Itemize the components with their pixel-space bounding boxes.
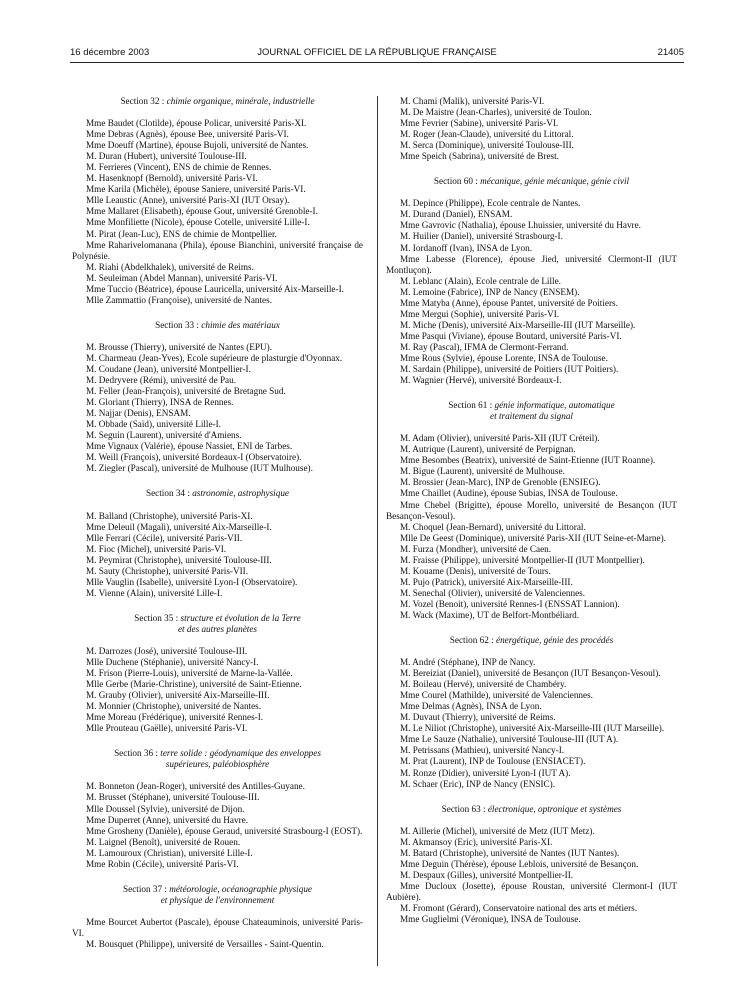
appointee-entry: Mme Delmas (Agnès), INSA de Lyon.: [400, 701, 542, 712]
appointee-entry: M. Brusset (Stéphane), université Toulouse-III.: [86, 792, 260, 803]
page-header: [70, 47, 684, 61]
appointee-entry: M. Charmeau (Jean-Yves), Ecole supérieure de plasturgie d'Oyonnax.: [86, 352, 343, 363]
appointee-entry: M. Weill (François), université Bordeaux-I (Observatoire).: [86, 452, 302, 463]
appointee-entry: Mme Grosheny (Danièle), épouse Geraud, université Strasbourg-I (EOST).: [86, 825, 363, 836]
appointee-entry: Mme Ducloux (Josette), épouse Roustan, université Clermont-I (IUT Aubière).: [386, 880, 677, 902]
appointee-entry: Mme Karila (Michèle), épouse Saniere, université Paris-VI.: [86, 184, 306, 195]
appointee-entry: M. Batard (Christophe), université de Nantes (IUT Nantes).: [400, 847, 620, 858]
section-number: Section 36 :: [114, 748, 158, 759]
appointee-entry: M. Najjar (Denis), ENSAM.: [86, 408, 191, 419]
header-rule: [70, 62, 684, 63]
appointee-entry: Mme Courel (Mathilde), université de Valenciennes.: [400, 690, 593, 701]
column-divider: [377, 96, 378, 966]
section-title: structure et évolution de la Terre: [180, 612, 301, 623]
header-date: 16 décembre 2003: [70, 47, 150, 58]
section-heading: [386, 635, 677, 646]
appointee-entry: M. Vienne (Alain), université Lille-I.: [86, 587, 223, 598]
appointee-entry: M. Gloriant (Thierry), INSA de Rennes.: [86, 397, 234, 408]
appointee-entry: M. Wagnier (Hervé), université Bordeaux-I.: [400, 375, 562, 386]
section-title: mécanique, génie mécanique, génie civil: [480, 176, 630, 187]
appointee-entry: M. Monnier (Christophe), université de Nantes.: [86, 701, 262, 712]
appointee-entry: M. De Maistre (Jean-Charles), université de Toulon.: [400, 107, 592, 118]
appointee-entry: M. Serca (Dominique), université Toulouse-III.: [400, 140, 574, 151]
appointee-entry: Mme Mergui (Sophie), université Paris-VI.: [400, 308, 560, 319]
appointee-entry: Mme Moreau (Frédérique), université Rennes-I.: [86, 712, 264, 723]
section-title-line2: supérieures, paléobiosphère: [165, 759, 270, 770]
appointee-entry: M. Fioc (Michel), université Paris-VI.: [86, 543, 227, 554]
appointee-entry: Mme Guglielmi (Véronique), INSA de Toulouse.: [400, 914, 581, 925]
appointee-entry: Mme Chebel (Brigitte), épouse Morello, université de Besançon (IUT Besançon-Vesoul).: [386, 499, 677, 521]
section-heading: [72, 96, 363, 107]
appointee-entry: M. Boileau (Hervé), université de Chambéry.: [400, 679, 567, 690]
section-number: Section 60 :: [433, 176, 478, 187]
appointee-entry: Mlle Duchene (Stéphanie), université Nancy-I.: [86, 657, 259, 668]
appointee-entry: Mme Besombes (Beatrix), université de Saint-Etienne (IUT Roanne).: [400, 455, 656, 466]
appointee-entry: M. Grauby (Olivier), université Aix-Marseille-III.: [86, 690, 270, 701]
section-heading: [386, 176, 677, 187]
appointee-entry: M. Chami (Malik), université Paris-VI.: [400, 96, 545, 106]
section-title-line2: et physique de l'environnement: [160, 894, 275, 905]
appointee-entry: M. Le Niliot (Christophe), université Aix-Marseille-III (IUT Marseille).: [400, 723, 665, 734]
section-heading: [72, 884, 363, 906]
appointee-entry: Mme Fevrier (Sabine), université Paris-VI.: [400, 118, 559, 129]
appointee-entry: Mme Mallaret (Elisabeth), épouse Gout, université Grenoble-I.: [86, 206, 318, 217]
appointee-entry: M. Bousquet (Philippe), université de Versailles - Saint-Quentin.: [86, 939, 324, 949]
appointee-entry: M. Roger (Jean-Claude), université du Littoral.: [400, 129, 574, 140]
appointee-entry: M. Feller (Jean-François), université de Bretagne Sud.: [86, 386, 286, 397]
appointee-entry: M. Durand (Daniel), ENSAM.: [400, 209, 513, 220]
appointee-entry: M. Kouame (Denis), université de Tours.: [400, 565, 551, 576]
appointee-entry: M. Dedryvere (Rémi), université de Pau.: [86, 375, 237, 386]
appointee-entry: Mlle De Geest (Dominique), université Paris-XII (IUT Seine-et-Marne).: [400, 532, 666, 543]
appointee-entry: Mme Rous (Sylvie), épouse Lorente, INSA de Toulouse.: [400, 352, 608, 363]
right-column: [386, 96, 677, 925]
section-title: énergétique, génie des procédés: [496, 635, 614, 646]
appointee-entry: M. Pujo (Patrick), université Aix-Marseille-III.: [400, 576, 573, 587]
header-title: JOURNAL OFFICIEL DE LA RÉPUBLIQUE FRANÇAISE: [257, 47, 497, 58]
appointee-entry: M. Laignel (Benoît), université de Rouen.: [86, 836, 241, 847]
section-number: Section 37 :: [123, 883, 167, 894]
appointee-entry: M. Coudane (Jean), université Montpellier-I.: [86, 363, 251, 374]
appointee-entry: M. Senechal (Olivier), université de Valenciennes.: [400, 587, 586, 598]
appointee-entry: M. Huilier (Daniel), université Strasbourg-I.: [400, 231, 563, 242]
section-heading: [72, 613, 363, 635]
appointee-entry: Mme Debras (Agnès), épouse Bee, université Paris-VI.: [86, 129, 289, 140]
section-title: terre solide : géodynamique des enveloppes: [160, 748, 321, 759]
appointee-entry: M. Wack (Maxime), UT de Belfort-Montbéliard.: [400, 609, 580, 620]
appointee-entry: M. Ronze (Didier), université Lyon-I (IUT A).: [400, 767, 571, 778]
appointee-entry: Mlle Vauglin (Isabelle), université Lyon-I (Observatoire).: [86, 576, 298, 587]
left-column: [72, 96, 363, 950]
appointee-entry: M. Petrissans (Mathieu), université Nancy-I.: [400, 745, 565, 756]
appointee-entry: M. Aillerie (Michel), université de Metz (IUT Metz).: [400, 825, 595, 836]
appointee-entry: M. Ziegler (Pascal), université de Mulhouse (IUT Mulhouse).: [86, 463, 313, 474]
appointee-entry: M. Bigue (Laurent), université de Mulhouse.: [400, 466, 565, 477]
appointee-entry: M. Lemoine (Fabrice), INP de Nancy (ENSEM).: [400, 286, 580, 297]
appointee-entry: M. Autrique (Laurent), université de Perpignan.: [400, 444, 576, 455]
appointee-entry: Mlle Zammattio (Françoise), université de Nantes.: [86, 294, 272, 305]
appointee-entry: M. Depince (Philippe), Ecole centrale de Nantes.: [400, 198, 581, 209]
appointee-entry: Mlle Leaustic (Anne), université Paris-XI (IUT Orsay).: [86, 195, 290, 206]
appointee-entry: Mme Doeuff (Martine), épouse Bujoli, université de Nantes.: [86, 140, 309, 151]
appointee-entry: Mme Gavrovic (Nathalia), épouse Lhuissier, université du Havre.: [400, 220, 641, 231]
appointee-entry: Mme Baudet (Clotilde), épouse Policar, université Paris-XI.: [86, 118, 307, 129]
appointee-entry: Mme Le Sauze (Nathalie), université Toulouse-III (IUT A).: [400, 734, 619, 745]
section-heading: [72, 488, 363, 499]
appointee-entry: M. Hasenknopf (Bernold), université Paris-VI.: [86, 173, 258, 184]
appointee-entry: Mme Tuccio (Béatrice), épouse Lauricella, université Aix-Marseille-I.: [86, 283, 344, 294]
appointee-entry: Mme Vignaux (Valérie), épouse Nassiet, ENI de Tarbes.: [86, 441, 293, 452]
appointee-entry: Mlle Ferrari (Cécile), université Paris-VII.: [86, 532, 243, 543]
appointee-entry: M. André (Stéphane), INP de Nancy.: [400, 657, 536, 668]
section-number: Section 33 :: [155, 319, 199, 330]
section-number: Section 61 :: [448, 400, 493, 411]
section-title-line2: et des autres planètes: [177, 623, 257, 634]
appointee-entry: M. Schaer (Eric), INP de Nancy (ENSIC).: [400, 778, 556, 789]
appointee-entry: M. Seguin (Laurent), université d'Amiens.: [86, 430, 242, 441]
appointee-entry: M. Adam (Olivier), université Paris-XII (IUT Créteil).: [400, 433, 600, 444]
appointee-entry: M. Fraisse (Philippe), université Montpellier-II (IUT Montpellier).: [400, 554, 645, 565]
appointee-entry: Mme Pasqui (Viviane), épouse Boutard, université Paris-VI.: [400, 330, 622, 341]
appointee-entry: M. Bonneton (Jean-Roger), université des Antilles-Guyane.: [86, 781, 305, 792]
appointee-entry: M. Darrozes (José), université Toulouse-III.: [86, 645, 248, 656]
appointee-entry: M. Brossier (Jean-Marc), INP de Grenoble (ENSIEG).: [400, 477, 601, 488]
section-number: Section 32 :: [120, 96, 165, 106]
appointee-entry: Mlle Prouteau (Gaëlle), université Paris-VI.: [86, 723, 248, 734]
section-title: électronique, optronique et systèmes: [487, 803, 622, 814]
appointee-entry: M. Bereiziat (Daniel), université de Besançon (IUT Besançon-Vesoul).: [400, 668, 661, 679]
appointee-entry: M. Brousse (Thierry), université de Nantes (EPU).: [86, 341, 273, 352]
section-title: chimie organique, minérale, industrielle: [166, 96, 315, 106]
appointee-entry: M. Ray (Pascal), IFMA de Clermont-Ferrand.: [400, 341, 569, 352]
section-heading: [386, 400, 677, 422]
appointee-entry: M. Vozel (Benoit), université Rennes-I (ENSSAT Lannion).: [400, 598, 620, 609]
appointee-entry: M. Furza (Mondher), université de Caen.: [400, 543, 552, 554]
section-title: astronomie, astrophysique: [192, 488, 289, 499]
appointee-entry: M. Choquel (Jean-Bernard), université du Littoral.: [400, 521, 586, 532]
appointee-entry: M. Sardain (Philippe), université de Poitiers (IUT Poitiers).: [400, 364, 619, 375]
section-number: Section 63 :: [441, 803, 486, 814]
appointee-entry: M. Pirat (Jean-Luc), ENS de chimie de Montpellier.: [86, 228, 277, 239]
section-title-line2: et traitement du signal: [490, 411, 573, 422]
section-title: génie informatique, automatique: [494, 400, 615, 411]
appointee-entry: M. Miche (Denis), université Aix-Marseille-III (IUT Marseille).: [400, 319, 636, 330]
appointee-entry: Mme Bourcet Aubertot (Pascale), épouse Chateauminois, université Paris-VI.: [72, 916, 363, 938]
appointee-entry: M. Lamouroux (Christian), université Lille-I.: [86, 847, 253, 858]
appointee-entry: M. Leblanc (Alain), Ecole centrale de Lille.: [400, 275, 561, 286]
appointee-entry: Mme Chaillet (Audine), épouse Subias, INSA de Toulouse.: [400, 488, 618, 499]
section-heading: [386, 804, 677, 815]
appointee-entry: M. Obbade (Saïd), université Lille-I.: [86, 419, 221, 430]
appointee-entry: M. Duvaut (Thierry), université de Reims.: [400, 712, 556, 723]
header-page-number: 21405: [657, 47, 684, 58]
section-number: Section 35 :: [134, 612, 179, 623]
appointee-entry: Mme Deleuil (Magali), université Aix-Marseille-I.: [86, 521, 272, 532]
section-heading: [72, 320, 363, 331]
appointee-entry: M. Iordanoff (Ivan), INSA de Lyon.: [400, 242, 533, 253]
appointee-entry: Mme Monfiliette (Nicole), épouse Cotelle, université Lille-I.: [86, 217, 310, 228]
appointee-entry: Mlle Doussel (Sylvie), université de Dijon.: [86, 803, 245, 814]
appointee-entry: Mme Raharivelomanana (Phila), épouse Bianchini, université française de Polynésie.: [72, 239, 363, 261]
appointee-entry: M. Balland (Christophe), université Paris-XI.: [86, 510, 253, 521]
appointee-entry: Mme Labesse (Florence), épouse Jied, université Clermont-II (IUT Montluçon).: [386, 253, 677, 275]
appointee-entry: M. Peymirat (Christophe), université Toulouse-III.: [86, 554, 272, 565]
appointee-entry: M. Frison (Pierre-Louis), université de Marne-la-Vallée.: [86, 668, 293, 679]
appointee-entry: M. Fromont (Gérard), Conservatoire national des arts et métiers.: [400, 903, 638, 913]
appointee-entry: M. Akmansoy (Eric), université Paris-XI.: [400, 836, 553, 847]
section-title: chimie des matériaux: [201, 319, 280, 330]
section-heading: [72, 748, 363, 770]
appointee-entry: Mme Robin (Cécile), université Paris-VI.: [86, 858, 239, 869]
section-number: Section 34 :: [145, 488, 190, 499]
section-number: Section 62 :: [449, 635, 494, 646]
appointee-entry: Mme Speich (Sabrina), université de Brest.: [400, 151, 559, 162]
appointee-entry: M. Prat (Laurent), INP de Toulouse (ENSIACET).: [400, 756, 586, 767]
appointee-entry: M. Riahi (Abdelkhalek), université de Reims.: [86, 261, 254, 272]
appointee-entry: M. Seuleiman (Abdel Mannan), université Paris-VI.: [86, 272, 278, 283]
section-title: météorologie, océanographie physique: [169, 883, 312, 894]
appointee-entry: M. Ferrieres (Vincent), ENS de chimie de Rennes.: [86, 162, 272, 173]
appointee-entry: Mme Deguin (Thérèse), épouse Leblois, université de Besançon.: [400, 858, 639, 869]
appointee-entry: Mme Matyba (Anne), épouse Pantet, université de Poitiers.: [400, 297, 618, 308]
appointee-entry: M. Sauty (Christophe), université Paris-VII.: [86, 565, 249, 576]
appointee-entry: Mlle Gerbe (Marie-Christine), université de Saint-Etienne.: [86, 679, 302, 690]
appointee-entry: Mme Duperret (Anne), université du Havre.: [86, 814, 249, 825]
appointee-entry: M. Despaux (Gilles), université Montpellier-II.: [400, 869, 574, 880]
appointee-entry: M. Duran (Hubert), université Toulouse-III.: [86, 151, 247, 162]
